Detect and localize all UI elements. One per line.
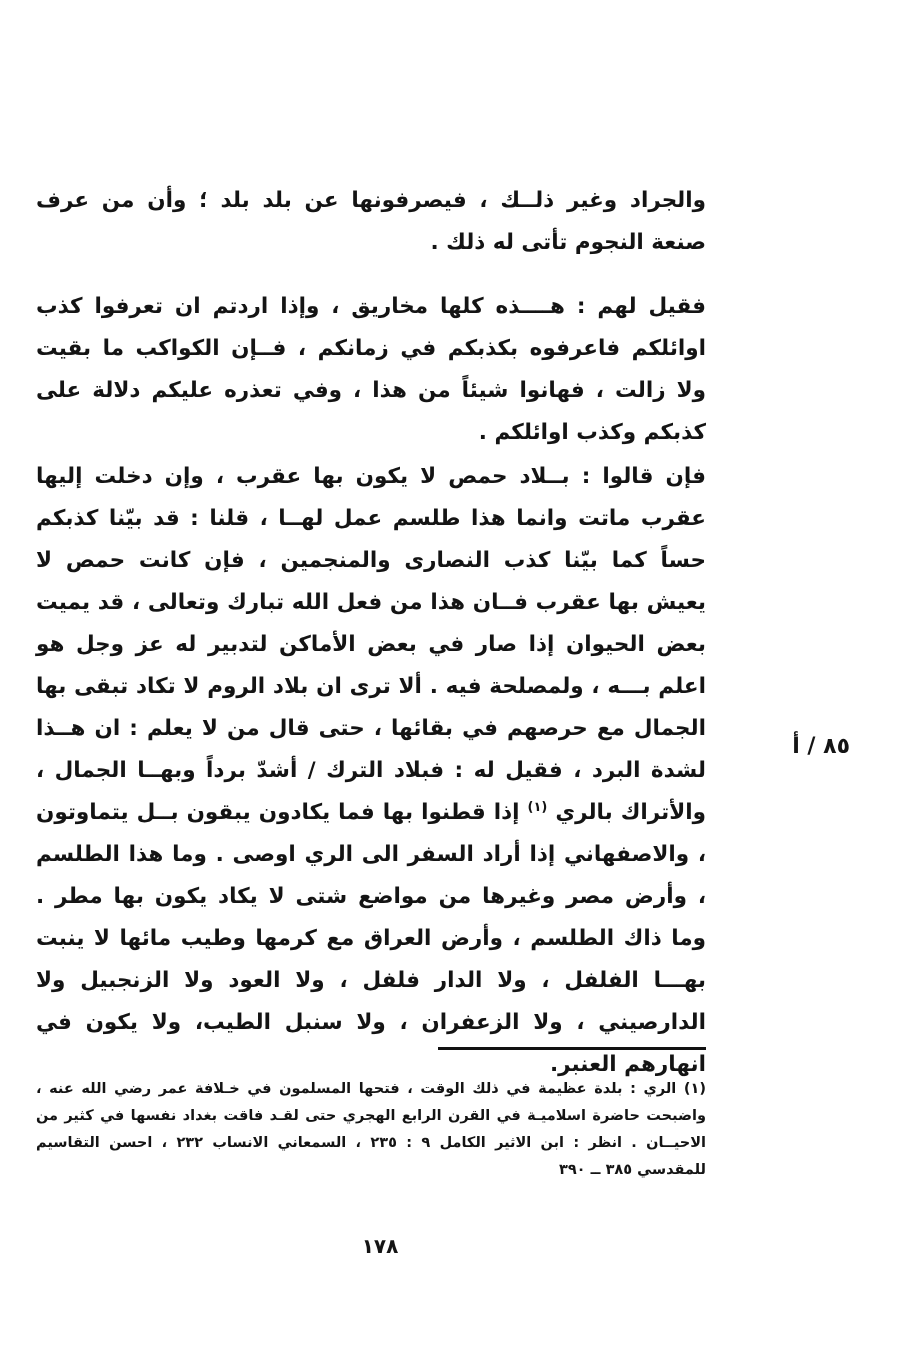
footnote-divider <box>438 1047 706 1050</box>
footnote <box>36 1076 706 1184</box>
body-paragraph-1 <box>36 180 706 264</box>
footnote-text: (١) الري : بلدة عظيمة في ذلك الوقت ، فتحها المسلمون في خـلافة عمر رضي الله عنه ، واضبحت حاضرة اسلاميـة في القرن الرابع الهجري حتى لقـد فاقت بغداد نفسها في كثير من الاحيــان . انظر : ابن الاثير الكامل ٩ : ٢٣٥ ، السمعاني الانساب ٢٣٢ ، احسن التقاسيم للمقدسي ٣٨٥ ــ ٣٩٠ <box>36 1081 707 1178</box>
body-paragraph-3 <box>36 456 706 1086</box>
paragraph-text: فقيل لهم : هــــذه كلها مخاريق ، وإذا اردتم ان تعرفوا كذب اوائلكم فاعرفوه بكذبكم في زمانكم ، فــإن الكواكب ما بقيت ولا زالت ، فهانوا شيئاً من هذا ، وفي تعذره عليكم دلالة على كذبكم وكذب اوائلكم . <box>36 294 706 445</box>
paragraph-text <box>36 456 706 1086</box>
paragraph-text-part-1: فإن قالوا : بــلاد حمص لا يكون بها عقرب ، وإن دخلت إليها عقرب ماتت وانما هذا طلسم عمل لهــا ، قلنا : قد بيّنا كذبكم حساً كما بيّنا كذب النصارى والمنجمين ، فإن كانت حمص لا يعيش بها عقرب فــان هذا من فعل الله تبارك وتعالى ، قد يميت بعض الحيوان إذا صار في بعض الأماكن لتدبير له عز وجل هو اعلم بـــه ، ولمصلحة فيه . ألا ترى ان بلاد الروم لا تكاد تبقى بها الجمال مع حرصهم في بقائها ، حتى قال من لا يعلم : ان هــذا لشدة البرد ، فقيل له : فبلاد الترك / أشدّ برداً وبهــا الجمال ، والأتراك بالري <box>36 464 706 825</box>
paragraph-text-part-2: إذا قطنوا بها فما يكادون يبقون بــل يتماوتون ، والاصفهاني إذا أراد السفر الى الري اوصى . وما هذا الطلسم ، وأرض مصر وغيرها من مواضع شتى لا يكاد يكون بها مطر . وما ذاك الطلسم ، وأرض العراق مع كرمها وطيب مائها لا ينبت بهـــا الفلفل ، ولا الدار فلفل ، ولا العود ولا الزنجبيل ولا الدارصيني ، ولا الزعفران ، ولا سنبل الطيب، ولا يكون في انهارهم العنبر. <box>36 800 706 1077</box>
margin-folio-reference: ٨٥ / أ <box>792 734 850 759</box>
page-number: ١٧٨ <box>361 1234 399 1258</box>
footnote-marker: (١) <box>527 799 548 815</box>
paragraph-text: والجراد وغير ذلــك ، فيصرفونها عن بلد بلد ؛ وأن من عرف صنعة النجوم تأتى له ذلك . <box>36 188 706 255</box>
body-paragraph-2 <box>36 286 706 454</box>
